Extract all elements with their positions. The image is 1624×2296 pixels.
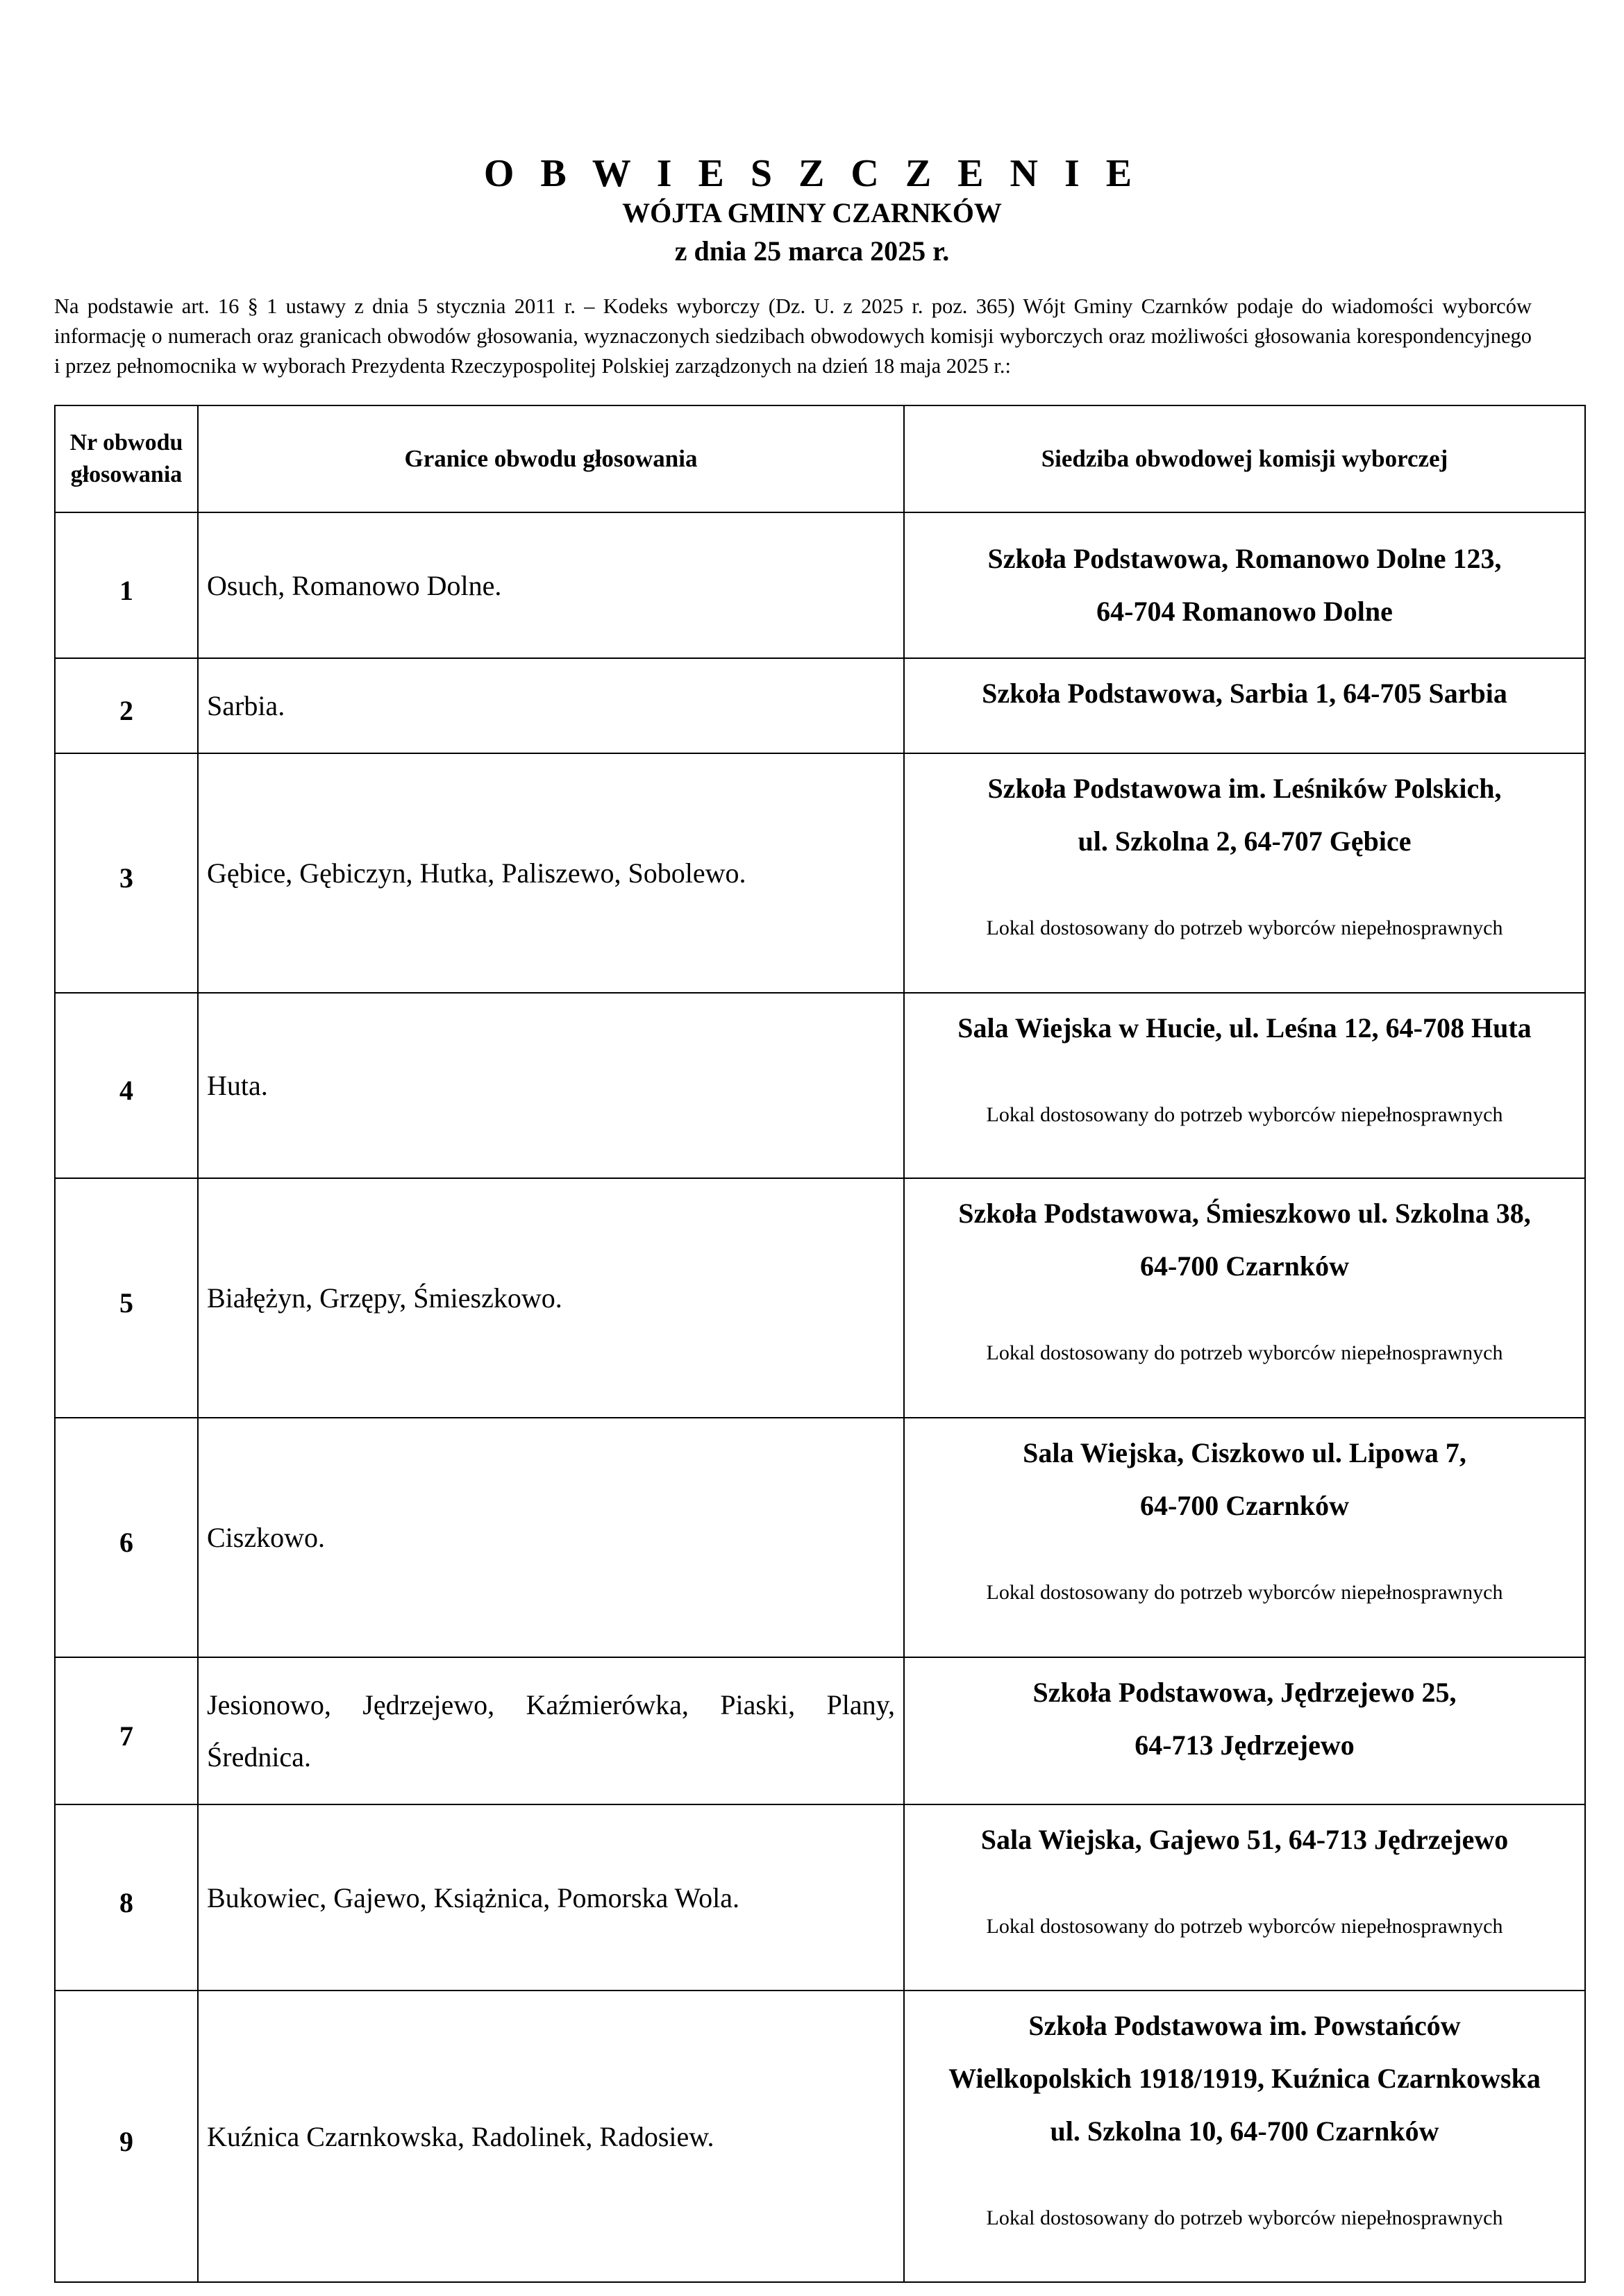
accessibility-note: Lokal dostosowany do potrzeb wyborców niepełnosprawnych	[986, 1341, 1503, 1364]
district-boundaries: Ciszkowo.	[198, 1418, 904, 1657]
district-number: 3	[55, 753, 198, 993]
commission-seat	[904, 1418, 1585, 1657]
district-boundaries: Sarbia.	[198, 658, 904, 753]
commission-seat	[904, 1804, 1585, 1991]
voting-districts-table	[54, 405, 1586, 2283]
table-row	[55, 512, 1585, 658]
seat-address-line: ul. Szkolna 10, 64-700 Czarnków	[1050, 2115, 1439, 2147]
seat-address-line: Wielkopolskich 1918/1919, Kuźnica Czarnkowska	[948, 2063, 1541, 2094]
accessibility-note: Lokal dostosowany do potrzeb wyborców niepełnosprawnych	[986, 2206, 1503, 2229]
seat-address-line: Szkoła Podstawowa im. Leśników Polskich,	[987, 773, 1502, 804]
district-number: 5	[55, 1178, 198, 1418]
seat-address-line: Sala Wiejska w Hucie, ul. Leśna 12, 64-708 Huta	[957, 1012, 1532, 1044]
district-number: 9	[55, 1991, 198, 2282]
district-number: 8	[55, 1804, 198, 1991]
header-nr-line1: Nr obwodu	[69, 430, 183, 455]
commission-seat	[904, 1991, 1585, 2282]
seat-address-line: Szkoła Podstawowa, Sarbia 1, 64-705 Sarbia	[982, 678, 1507, 709]
seat-address-line: Szkoła Podstawowa, Jędrzejewo 25,	[1032, 1677, 1457, 1708]
accessibility-note: Lokal dostosowany do potrzeb wyborców niepełnosprawnych	[986, 916, 1503, 939]
district-boundaries: Kuźnica Czarnkowska, Radolinek, Radosiew.	[198, 1991, 904, 2282]
seat-address-line: Szkoła Podstawowa, Romanowo Dolne 123,	[987, 543, 1502, 574]
accessibility-note: Lokal dostosowany do potrzeb wyborców niepełnosprawnych	[986, 1581, 1503, 1604]
seat-address-line: Szkoła Podstawowa, Śmieszkowo ul. Szkolna 38,	[958, 1198, 1531, 1229]
district-boundaries: Osuch, Romanowo Dolne.	[198, 512, 904, 658]
header-seat: Siedziba obwodowej komisji wyborczej	[904, 405, 1585, 512]
seat-address-line: 64-713 Jędrzejewo	[1135, 1729, 1355, 1761]
seat-address-line: 64-700 Czarnków	[1139, 1490, 1350, 1521]
district-number: 7	[55, 1657, 198, 1804]
commission-seat	[904, 512, 1585, 658]
table-header-row	[55, 405, 1585, 512]
commission-seat	[904, 1178, 1585, 1418]
commission-seat	[904, 753, 1585, 993]
document-date: z dnia 25 marca 2025 r.	[674, 235, 950, 267]
district-boundaries: Gębice, Gębiczyn, Hutka, Paliszewo, Sobolewo.	[198, 753, 904, 993]
district-boundaries: Jesionowo, Jędrzejewo, Kaźmierówka, Piaski, Plany, Średnica.	[198, 1657, 904, 1804]
district-boundaries: Huta.	[198, 993, 904, 1178]
district-number: 6	[55, 1418, 198, 1657]
seat-address-line: ul. Szkolna 2, 64-707 Gębice	[1078, 826, 1412, 857]
seat-address-line: Szkoła Podstawowa im. Powstańców	[1028, 2010, 1461, 2041]
commission-seat	[904, 1657, 1585, 1804]
table-row	[55, 1178, 1585, 1418]
table-row	[55, 1804, 1585, 1991]
header-nr-line2: głosowania	[70, 462, 183, 487]
table-row	[55, 753, 1585, 993]
district-number: 2	[55, 658, 198, 753]
seat-address-line: 64-700 Czarnków	[1139, 1250, 1350, 1282]
table-row	[55, 1991, 1585, 2282]
seat-address-line: Sala Wiejska, Ciszkowo ul. Lipowa 7,	[1023, 1437, 1466, 1468]
accessibility-note: Lokal dostosowany do potrzeb wyborców niepełnosprawnych	[986, 1103, 1503, 1126]
table-row	[55, 1418, 1585, 1657]
header-boundaries: Granice obwodu głosowania	[198, 405, 904, 512]
accessibility-note: Lokal dostosowany do potrzeb wyborców niepełnosprawnych	[986, 1915, 1503, 1938]
document-title: O B W I E S Z C Z E N I E	[483, 152, 1141, 195]
district-boundaries: Bukowiec, Gajewo, Książnica, Pomorska Wola.	[198, 1804, 904, 1991]
table-row	[55, 1657, 1585, 1804]
seat-address-line: 64-704 Romanowo Dolne	[1096, 596, 1393, 627]
commission-seat	[904, 993, 1585, 1178]
district-number: 1	[55, 512, 198, 658]
district-number: 4	[55, 993, 198, 1178]
intro-paragraph: Na podstawie art. 16 § 1 ustawy z dnia 5 stycznia 2011 r. – Kodeks wyborczy (Dz. U. z 2025 r. poz. 365) Wójt Gminy Czarnków podaje do wiadomości wyborców informację o numerach oraz granicach obwodów głosowania, wyznaczonych siedzibach obwodowych komisji wyborczych oraz możliwości głosowania korespondencyjnego i przez pełnomocnika w wyborach Prezydenta Rzeczypospolitej Polskiej zarządzonych na dzień 18 maja 2025 r.:	[54, 294, 1532, 378]
district-boundaries: Białężyn, Grzępy, Śmieszkowo.	[198, 1178, 904, 1418]
header-nr	[55, 405, 198, 512]
document-subtitle: WÓJTA GMINY CZARNKÓW	[622, 197, 1002, 228]
seat-address-line: Sala Wiejska, Gajewo 51, 64-713 Jędrzejewo	[980, 1824, 1509, 1855]
commission-seat	[904, 658, 1585, 753]
table-row	[55, 658, 1585, 753]
table-row	[55, 993, 1585, 1178]
